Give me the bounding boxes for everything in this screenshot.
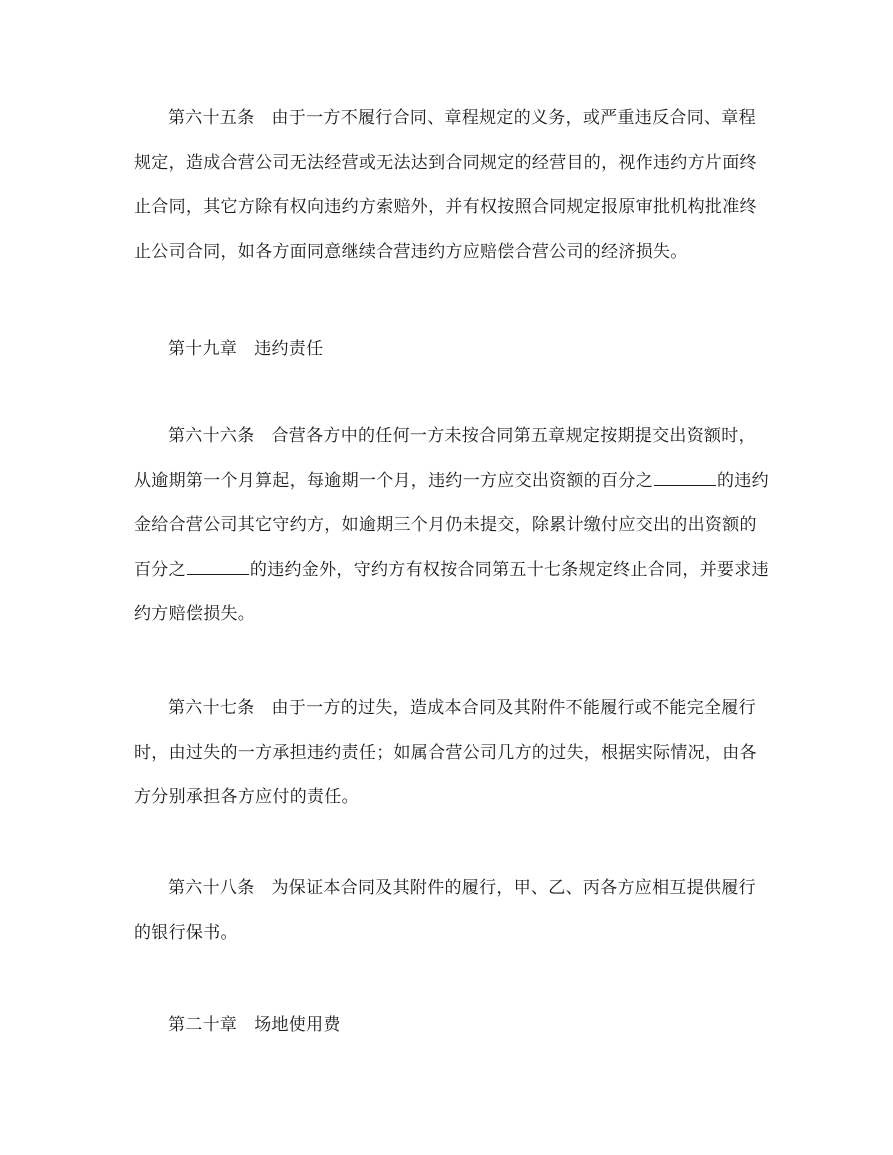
chapter-number: 第二十章 <box>168 1015 238 1035</box>
article-text: 由于一方不履行合同、章程规定的义务，或严重违反合同、章程 <box>271 108 756 128</box>
chapter-number: 第十九章 <box>168 339 238 359</box>
chapter-title: 场地使用费 <box>254 1015 341 1035</box>
article-text: 为保证本合同及其附件的履行，甲、乙、丙各方应相互提供履行 <box>271 878 756 898</box>
article-text: 从逾期第一个月算起，每逾期一个月，违约一方应交出资额的百分之 <box>134 470 653 491</box>
article-text: 金给合营公司其它守约方，如逾期三个月仍未提交，除累计缴付应交出的出资额的 <box>134 515 757 535</box>
chapter-heading <box>168 1003 341 1048</box>
article-text: 百分之 <box>134 559 186 580</box>
article-text: 由于一方的过失，造成本合同及其附件不能履行或不能完全履行 <box>271 698 756 718</box>
article-66 <box>134 414 774 637</box>
article-number: 第六十五条 <box>168 108 255 128</box>
article-68 <box>134 866 774 955</box>
article-text: 的银行保书。 <box>134 922 238 943</box>
chapter-title: 违约责任 <box>254 339 324 359</box>
article-text: 规定，造成合营公司无法经营或无法达到合同规定的经营目的，视作违约方片面终 <box>134 152 757 173</box>
article-65 <box>134 96 774 274</box>
article-text: 的违约 <box>717 470 769 491</box>
article-number: 第六十八条 <box>168 878 255 898</box>
article-text: 合营各方中的任何一方未按合同第五章规定按期提交出资额时， <box>271 426 756 446</box>
article-67 <box>134 686 774 820</box>
fill-in-blank <box>187 560 249 575</box>
chapter-heading <box>168 327 323 372</box>
article-text: 的违约金外，守约方有权按合同第五十七条规定终止合同，并要求违 <box>249 559 769 580</box>
fill-in-blank <box>654 471 716 486</box>
article-text: 时，由过失的一方承担违约责任；如属合营公司几方的过失，根据实际情况，由各 <box>134 742 757 763</box>
article-text: 止合同，其它方除有权向违约方索赔外，并有权按照合同规定报原审批机构批准终 <box>134 197 757 217</box>
article-text: 约方赔偿损失。 <box>134 604 256 624</box>
article-text: 方分别承担各方应付的责任。 <box>134 787 359 807</box>
article-number: 第六十七条 <box>168 698 255 718</box>
article-number: 第六十六条 <box>168 426 255 446</box>
article-text: 止公司合同，如各方面同意继续合营违约方应赔偿合营公司的经济损失。 <box>134 241 688 262</box>
